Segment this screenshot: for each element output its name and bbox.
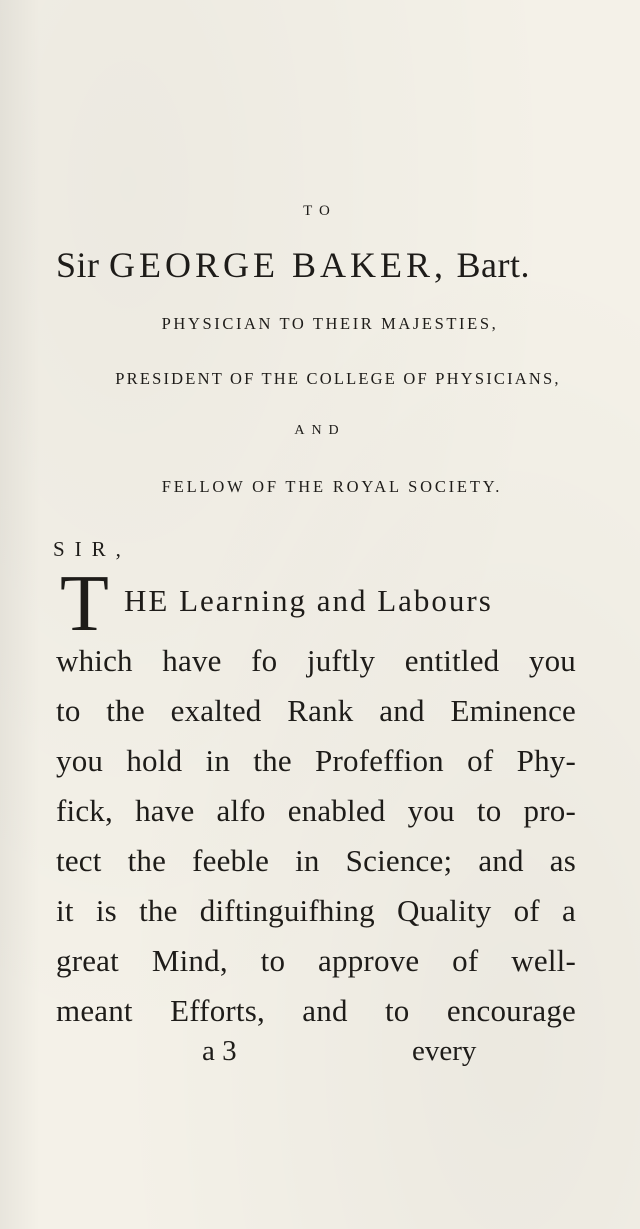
body-line: you hold in the Profeffion of Phy- (56, 743, 576, 778)
body-line: fick, have alfo enabled you to pro- (56, 793, 576, 828)
title-and: AND (294, 423, 346, 438)
dedicatee-name: GEORGE BAKER, (109, 245, 448, 285)
title-fellow: FELLOW OF THE ROYAL SOCIETY. (161, 477, 503, 496)
title-president: PRESIDENT OF THE COLLEGE OF PHYSICIANS, (115, 369, 561, 388)
body-line: which have fo juftly entitled you (56, 643, 576, 678)
dedication-to: TO (303, 203, 337, 219)
signature-mark: a 3 (202, 1035, 237, 1067)
body-line: to the exalted Rank and Eminence (56, 693, 576, 728)
salutation: SIR, (53, 537, 131, 561)
body-line: it is the diftinguifhing Quality of a (56, 893, 576, 928)
catchword: every (412, 1035, 477, 1067)
dedicatee-line (56, 244, 530, 286)
body-line: meant Efforts, and to encourage (56, 993, 576, 1028)
drop-cap: T (60, 560, 109, 648)
body-line: great Mind, to approve of well- (56, 943, 576, 978)
dedicatee-prefix: Sir (56, 245, 100, 285)
body-first-line-text: HE Learning and Labours (124, 583, 493, 618)
dedicatee-suffix: Bart. (456, 245, 530, 285)
body-line: tect the feeble in Science; and as (56, 843, 576, 878)
body-first-line (124, 583, 504, 619)
title-physician: PHYSICIAN TO THEIR MAJESTIES, (161, 314, 499, 333)
